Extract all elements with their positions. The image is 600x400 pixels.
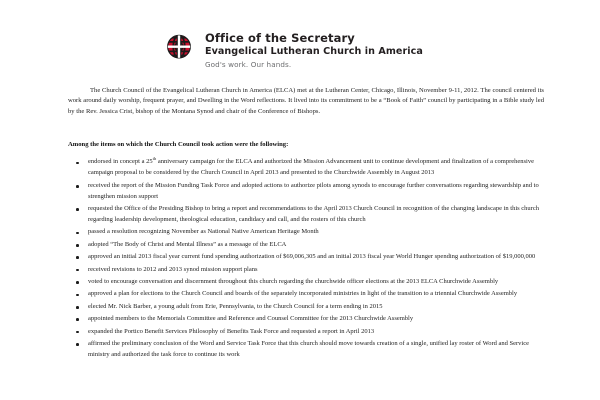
organization-name: Evangelical Lutheran Church in America [205, 46, 423, 58]
action-item: endorsed in concept a 25th anniversary campaign for the ELCA and authorized the Mission Advancement unit to continue development and finalization of a comprehensive campaign proposal to be considered by the Church Council in April 2013 and presented to the Churchwide Assembly in August 2013 [68, 157, 544, 179]
action-item: expanded the Portico Benefit Services Philosophy of Benefits Task Force and requested a report in April 2013 [68, 327, 544, 338]
action-item: approved a plan for elections to the Church Council and boards of the separately incorporated ministries in light of the transition to a triennial Churchwide Assembly [68, 289, 544, 300]
action-item: received the report of the Mission Funding Task Force and adopted actions to authorize pilots among synods to encourage further conversations regarding stewardship and to strengthen mission support [68, 181, 544, 203]
ordinal-suffix: th [152, 156, 157, 162]
office-name: Office of the Secretary [205, 31, 355, 45]
action-item: appointed members to the Memorials Committee and Reference and Counsel Committee for the 2013 Churchwide Assembly [68, 314, 544, 325]
action-item: affirmed the preliminary conclusion of the Word and Service Task Force that this church should move towards creation of a single, unified lay roster of Word and Service ministry and authorized the task force to continue its work [68, 339, 544, 361]
action-item: voted to encourage conversation and discernment throughout this church regarding the churchwide officer elections at the 2013 ELCA Churchwide Assembly [68, 277, 544, 288]
action-item: received revisions to 2012 and 2013 synod mission support plans [68, 265, 544, 276]
document-content [0, 86, 600, 361]
action-items-list [68, 157, 544, 360]
letterhead [0, 0, 600, 70]
action-item: approved an initial 2013 fiscal year current fund spending authorization of $69,006,305 and an initial 2013 fiscal year World Hunger spending authorization of $19,000,000 [68, 252, 544, 263]
action-item: passed a resolution recognizing November as National Native American Heritage Month [68, 227, 544, 238]
intro-paragraph: The Church Council of the Evangelical Lutheran Church in America (ELCA) met at the Lutheran Center, Chicago, Illinois, November 9-11, 2012. The council centered its work around daily worship, frequent prayer, and Dwelling in the Word reflections. It lived into its commitment to be a “Book of Faith” council by participating in a Bible study led by the Rev. Jessica Crist, bishop of the Montana Synod and chair of the Conference of Bishops. [68, 86, 544, 115]
elca-cross-globe-logo [162, 31, 196, 65]
action-item: elected Mr. Nick Barber, a young adult from Erie, Pennsylvania, to the Church Council for a term ending in 2015 [68, 302, 544, 313]
action-item: requested the Office of the Presiding Bishop to bring a report and recommendations to the April 2013 Church Council in recognition of the changing landscape in this church regarding leadership development, theological education, candidacy and call, and the rosters of this church [68, 204, 544, 226]
section-heading: Among the items on which the Church Council took action were the following: [68, 140, 289, 148]
brand-text-block [205, 30, 423, 70]
action-item: adopted “The Body of Christ and Mental Illness” as a message of the ELCA [68, 240, 544, 251]
brand-tagline: God's work. Our hands. [205, 60, 292, 70]
